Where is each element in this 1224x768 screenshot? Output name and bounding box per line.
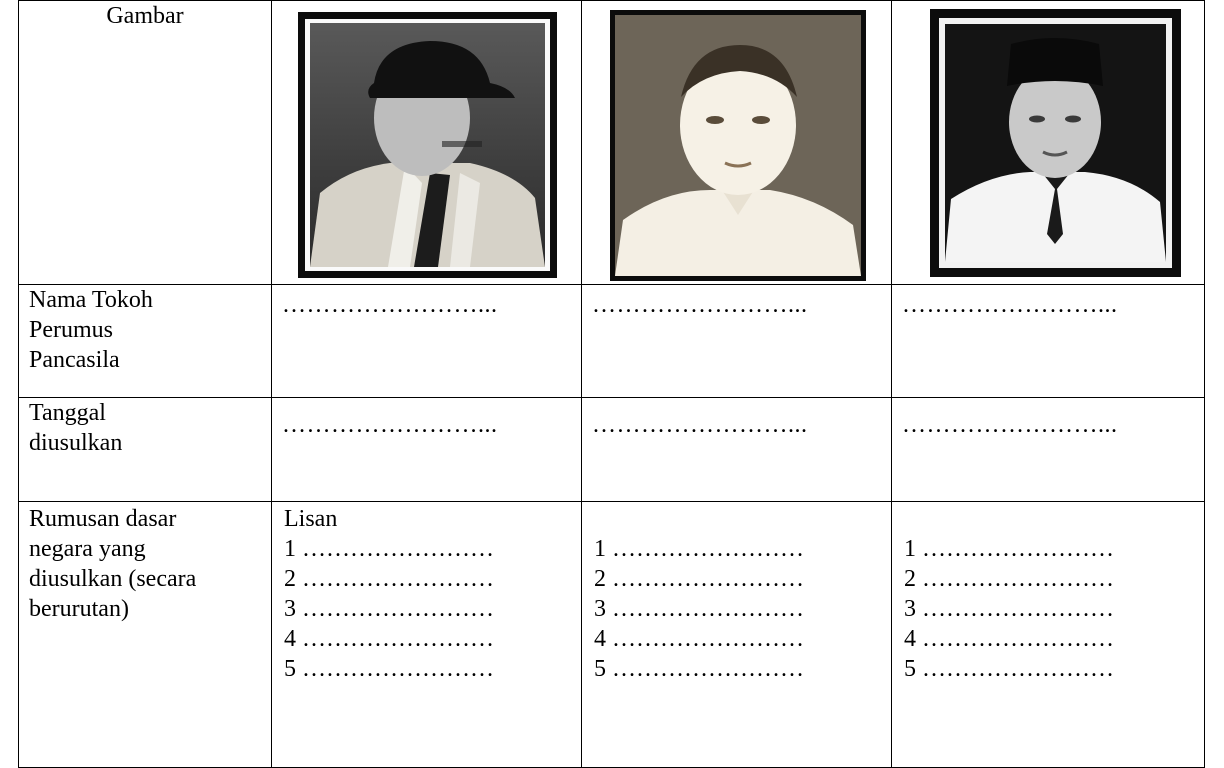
nama-blank-1: ……………………...	[272, 285, 582, 398]
list-item: 5 ……………………	[904, 656, 1114, 682]
tanggal-label-cell	[19, 398, 272, 502]
portrait-2-svg	[615, 15, 861, 276]
tanggal-row	[19, 398, 1205, 502]
rumusan-row	[19, 502, 1205, 768]
nama-label-cell	[19, 285, 272, 398]
tanggal-label-line: Tanggal	[29, 400, 106, 426]
list-item: 3 ……………………	[904, 596, 1114, 622]
portrait-1-svg	[310, 23, 545, 267]
rumusan-label-cell	[19, 502, 272, 768]
nama-label-line: Pancasila	[29, 347, 120, 373]
rumusan-label-line: Rumusan dasar	[29, 506, 177, 532]
list-item: 1 ……………………	[904, 536, 1114, 562]
list-item: 5 ……………………	[284, 656, 494, 682]
tanggal-blank-3: ……………………...	[892, 398, 1205, 502]
nama-blank-3: ……………………...	[892, 285, 1205, 398]
tanggal-label-line: diusulkan	[29, 430, 123, 456]
rumusan-label-line: diusulkan (secara	[29, 566, 197, 592]
worksheet-table	[18, 0, 1205, 768]
rumusan-label-line: berurutan)	[29, 596, 129, 622]
tanggal-blank-1: ……………………...	[272, 398, 582, 502]
portrait-3-svg	[945, 24, 1166, 262]
nama-label-line: Perumus	[29, 317, 113, 343]
photo-cell-3	[892, 1, 1205, 285]
portrait-photo-icon-2	[610, 10, 866, 281]
list-item: 2 ……………………	[904, 566, 1114, 592]
nama-label-line: Nama Tokoh	[29, 287, 153, 313]
rumusan-list-1	[272, 502, 582, 768]
list-item: 4 ……………………	[594, 626, 804, 652]
gambar-header-cell	[19, 1, 272, 285]
list-item: 5 ……………………	[594, 656, 804, 682]
list-item: 1 ……………………	[594, 536, 804, 562]
list-item: 4 ……………………	[284, 626, 494, 652]
list-item: 1 ……………………	[284, 536, 494, 562]
lisan-heading: Lisan	[284, 506, 338, 532]
photo-cell-2	[582, 1, 892, 285]
nama-blank-2: ……………………...	[582, 285, 892, 398]
tanggal-blank-2: ……………………...	[582, 398, 892, 502]
list-item: 2 ……………………	[284, 566, 494, 592]
list-item: 3 ……………………	[284, 596, 494, 622]
photo-row	[19, 1, 1205, 285]
list-item: 4 ……………………	[904, 626, 1114, 652]
portrait-photo-icon-1	[298, 12, 557, 278]
nama-row	[19, 285, 1205, 398]
list-item: 3 ……………………	[594, 596, 804, 622]
gambar-label: Gambar	[106, 3, 184, 29]
list-item: 2 ……………………	[594, 566, 804, 592]
rumusan-list-3	[892, 502, 1205, 768]
rumusan-list-2	[582, 502, 892, 768]
portrait-photo-icon-3	[930, 9, 1181, 277]
photo-cell-1	[272, 1, 582, 285]
rumusan-label-line: negara yang	[29, 536, 146, 562]
